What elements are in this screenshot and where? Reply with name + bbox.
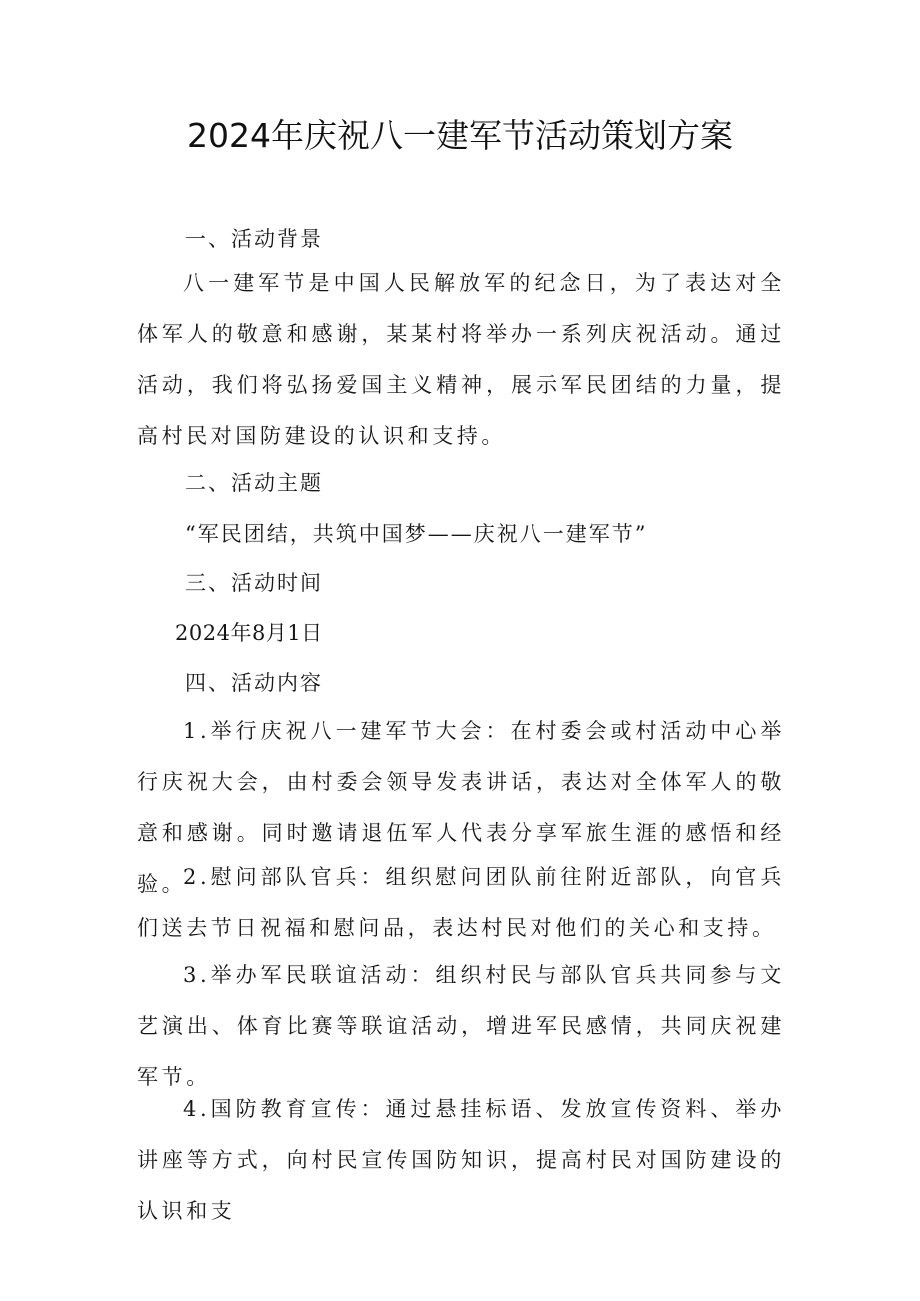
section-paragraph-background: 八一建军节是中国人民解放军的纪念日，为了表达对全体军人的敬意和感谢，某某村将举办一系列庆祝活动。通过活动，我们将弘扬爱国主义精神，展示军民团结的力量，提高村民对国防建设的认识和支持。 [137, 271, 785, 448]
section-heading-time: 三、活动时间 [185, 571, 323, 595]
section-paragraph-time: 2024年8月1日 [175, 621, 323, 645]
list-item: 4.国防教育宣传：通过悬挂标语、发放宣传资料、举办讲座等方式，向村民宣传国防知识，提高村民对国防建设的认识和支 [137, 1097, 785, 1223]
section-heading-theme: 二、活动主题 [185, 471, 323, 495]
list-item: 1.举行庆祝八一建军节大会：在村委会或村活动中心举行庆祝大会，由村委会领导发表讲话，表达对全体军人的敬意和感谢。同时邀请退伍军人代表分享军旅生涯的感悟和经验。 [137, 719, 785, 896]
section-paragraph-theme: “军民团结，共筑中国梦——庆祝八一建军节” [185, 522, 648, 546]
list-item: 2.慰问部队官兵：组织慰问团队前往附近部队，向官兵们送去节日祝福和慰问品，表达村民对他们的关心和支持。 [137, 865, 785, 940]
section-heading-background: 一、活动背景 [185, 227, 323, 251]
section-heading-content: 四、活动内容 [185, 671, 323, 695]
document-title: 2024年庆祝八一建军节活动策划方案 [187, 116, 733, 155]
list-item: 3.举办军民联谊活动：组织村民与部队官兵共同参与文艺演出、体育比赛等联谊活动，增进军民感情，共同庆祝建军节。 [137, 963, 785, 1089]
